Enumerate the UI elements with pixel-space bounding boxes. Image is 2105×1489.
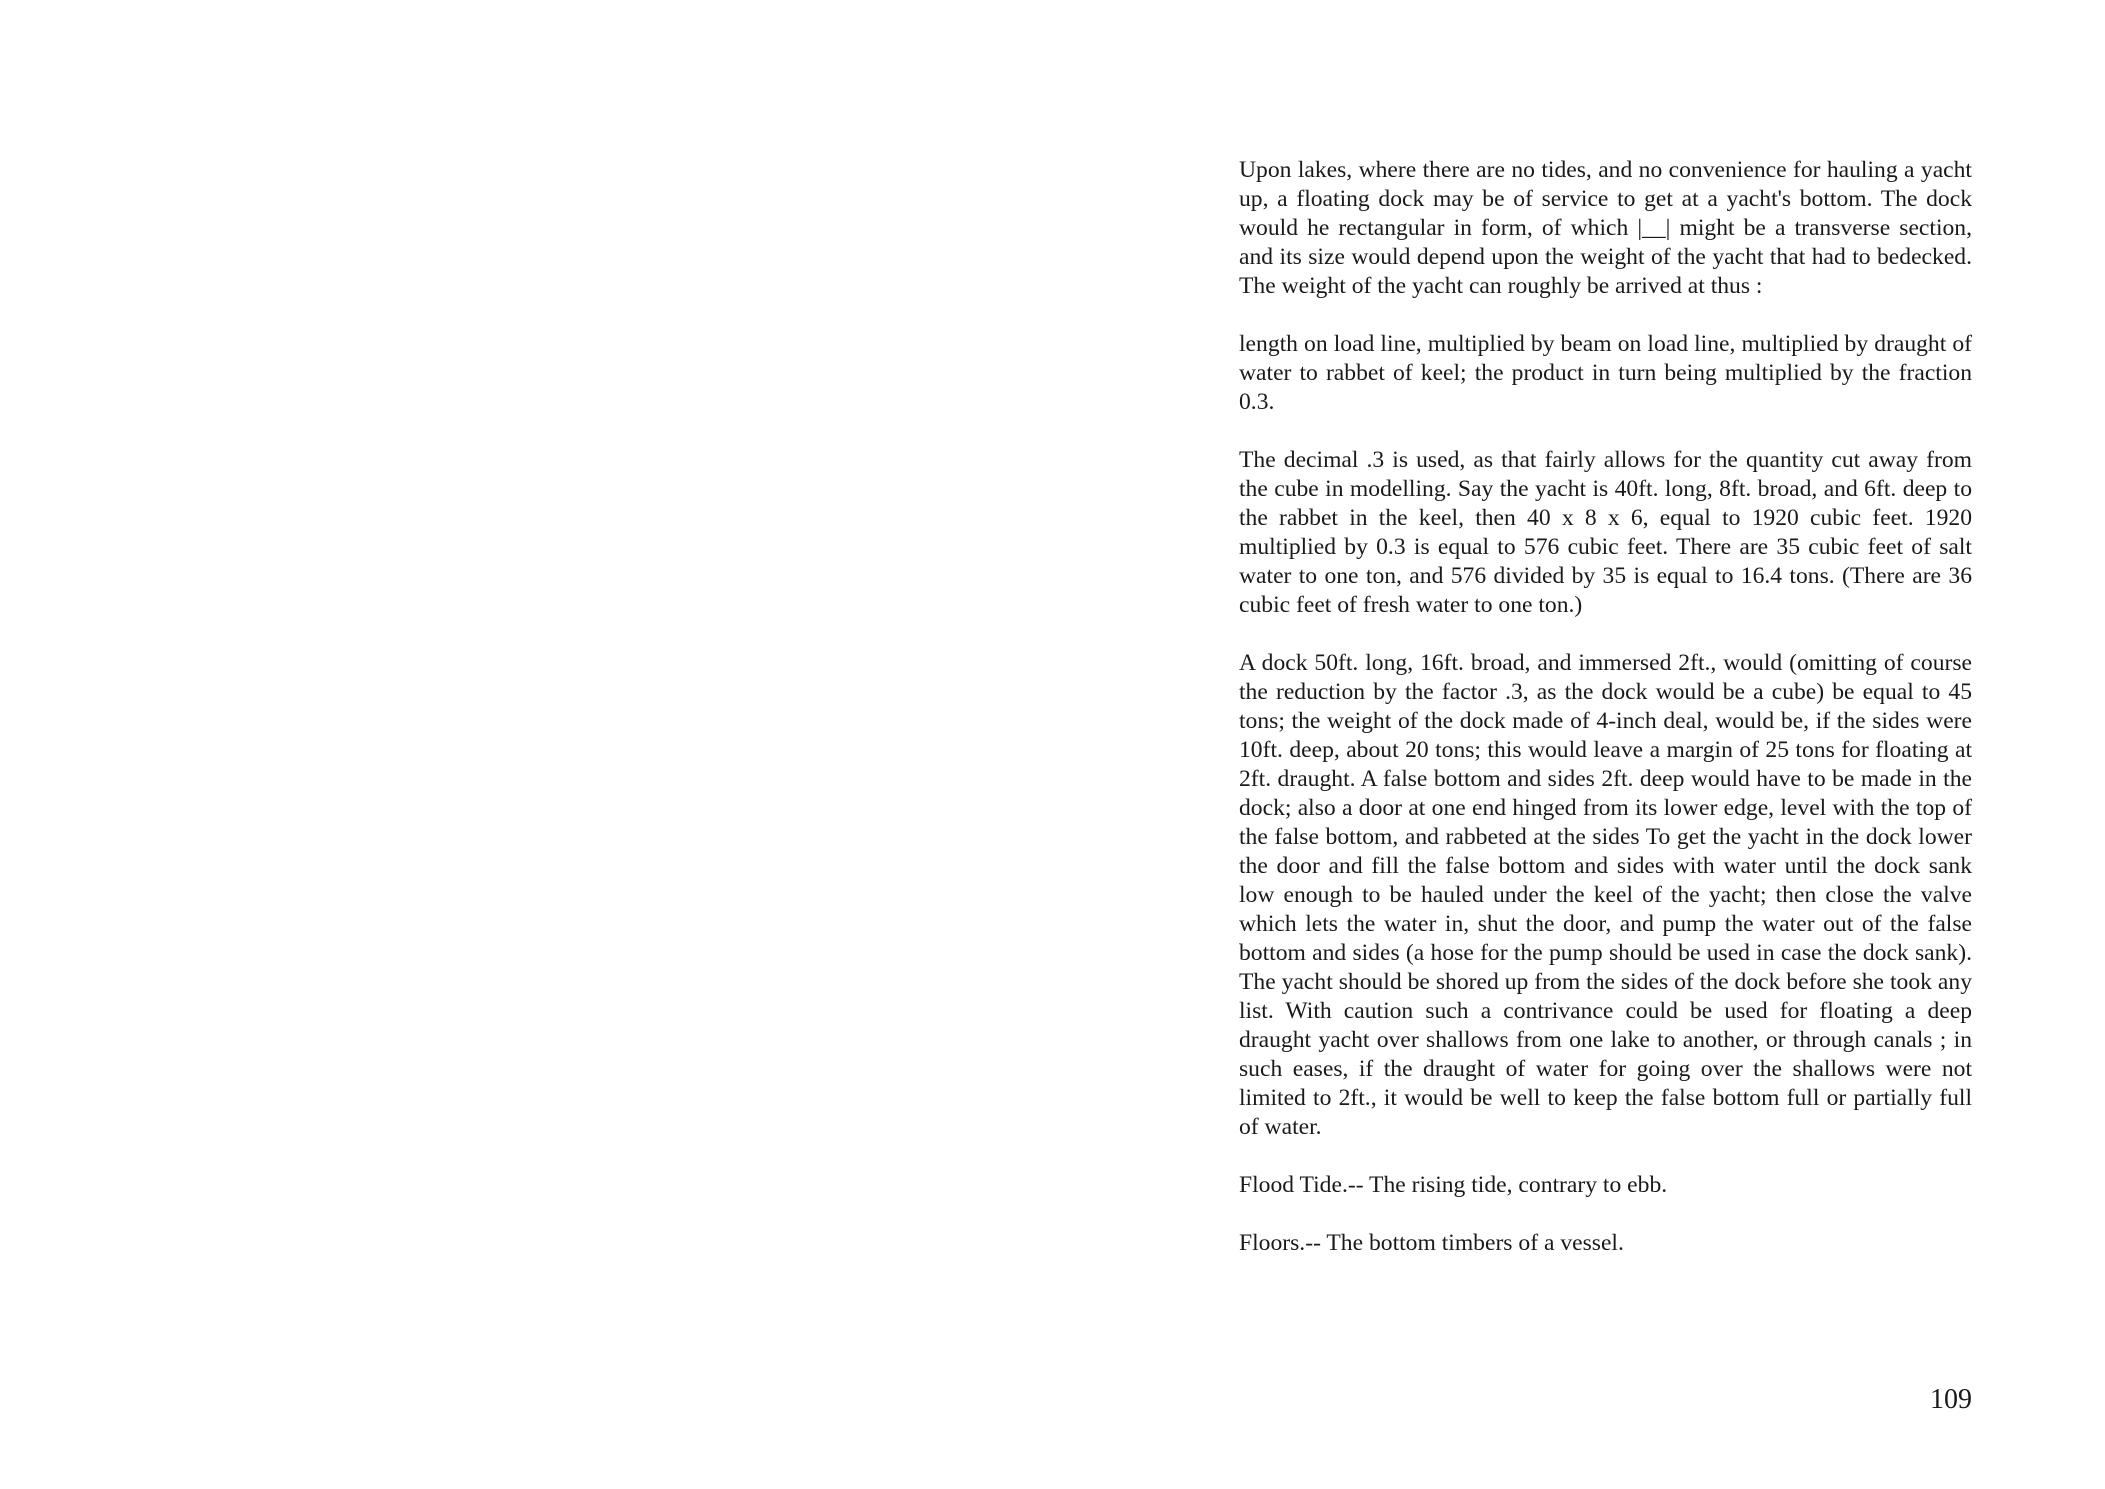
paragraph-dock-dimensions: A dock 50ft. long, 16ft. broad, and immersed 2ft., would (omitting of course the reduction by the factor .3, as the dock would be a cube) be equal to 45 tons; the weight of the dock made of 4-inch deal, would be, if the sides were 10ft. deep, about 20 tons; this would leave a margin of 25 tons for floating at 2ft. draught. A false bottom and sides 2ft. deep would have to be made in the dock; also a door at one end hinged from its lower edge, level with the top of the false bottom, and rabbeted at the sides To get the yacht in the dock lower the door and fill the false bottom and sides with water until the dock sank low enough to be hauled under the keel of the yacht; then close the valve which lets the water in, shut the door, and pump the water out of the false bottom and sides (a hose for the pump should be used in case the dock sank). The yacht should be shored up from the sides of the dock before she took any list. With caution such a contrivance could be used for floating a deep draught yacht over shallows from one lake to another, or through canals ; in such eases, if the draught of water for going over the shallows were not limited to 2ft., it would be well to keep the false bottom full or partially full of water. [1239,650,1972,1140]
paragraph-floating-dock-intro: Upon lakes, where there are no tides, and no convenience for hauling a yacht up, a floating dock may be of service to get at a yacht's bottom. The dock would he rectangular in form, of which |__| might be a transverse section, and its size would depend upon the weight of the yacht that had to bedecked. The weight of the yacht can roughly be arrived at thus : [1239,157,1972,299]
glossary-entry-floors: Floors.-- The bottom timbers of a vessel. [1239,1230,1624,1256]
page-text-column [1239,156,1972,1287]
glossary-entry-flood-tide: Flood Tide.-- The rising tide, contrary to ebb. [1239,1172,1668,1198]
page-number: 109 [1930,1384,1972,1415]
left-page-blank [0,0,1052,1489]
paragraph-decimal-example: The decimal .3 is used, as that fairly allows for the quantity cut away from the cube in modelling. Say the yacht is 40ft. long, 8ft. broad, and 6ft. deep to the rabbet in the keel, then 40 x 8 x 6, equal to 1920 cubic feet. 1920 multiplied by 0.3 is equal to 576 cubic feet. There are 35 cubic feet of salt water to one ton, and 576 divided by 35 is equal to 16.4 tons. (There are 36 cubic feet of fresh water to one ton.) [1239,447,1972,618]
paragraph-weight-formula: length on load line, multiplied by beam on load line, multiplied by draught of water to rabbet of keel; the product in turn being multiplied by the fraction 0.3. [1239,331,1972,415]
